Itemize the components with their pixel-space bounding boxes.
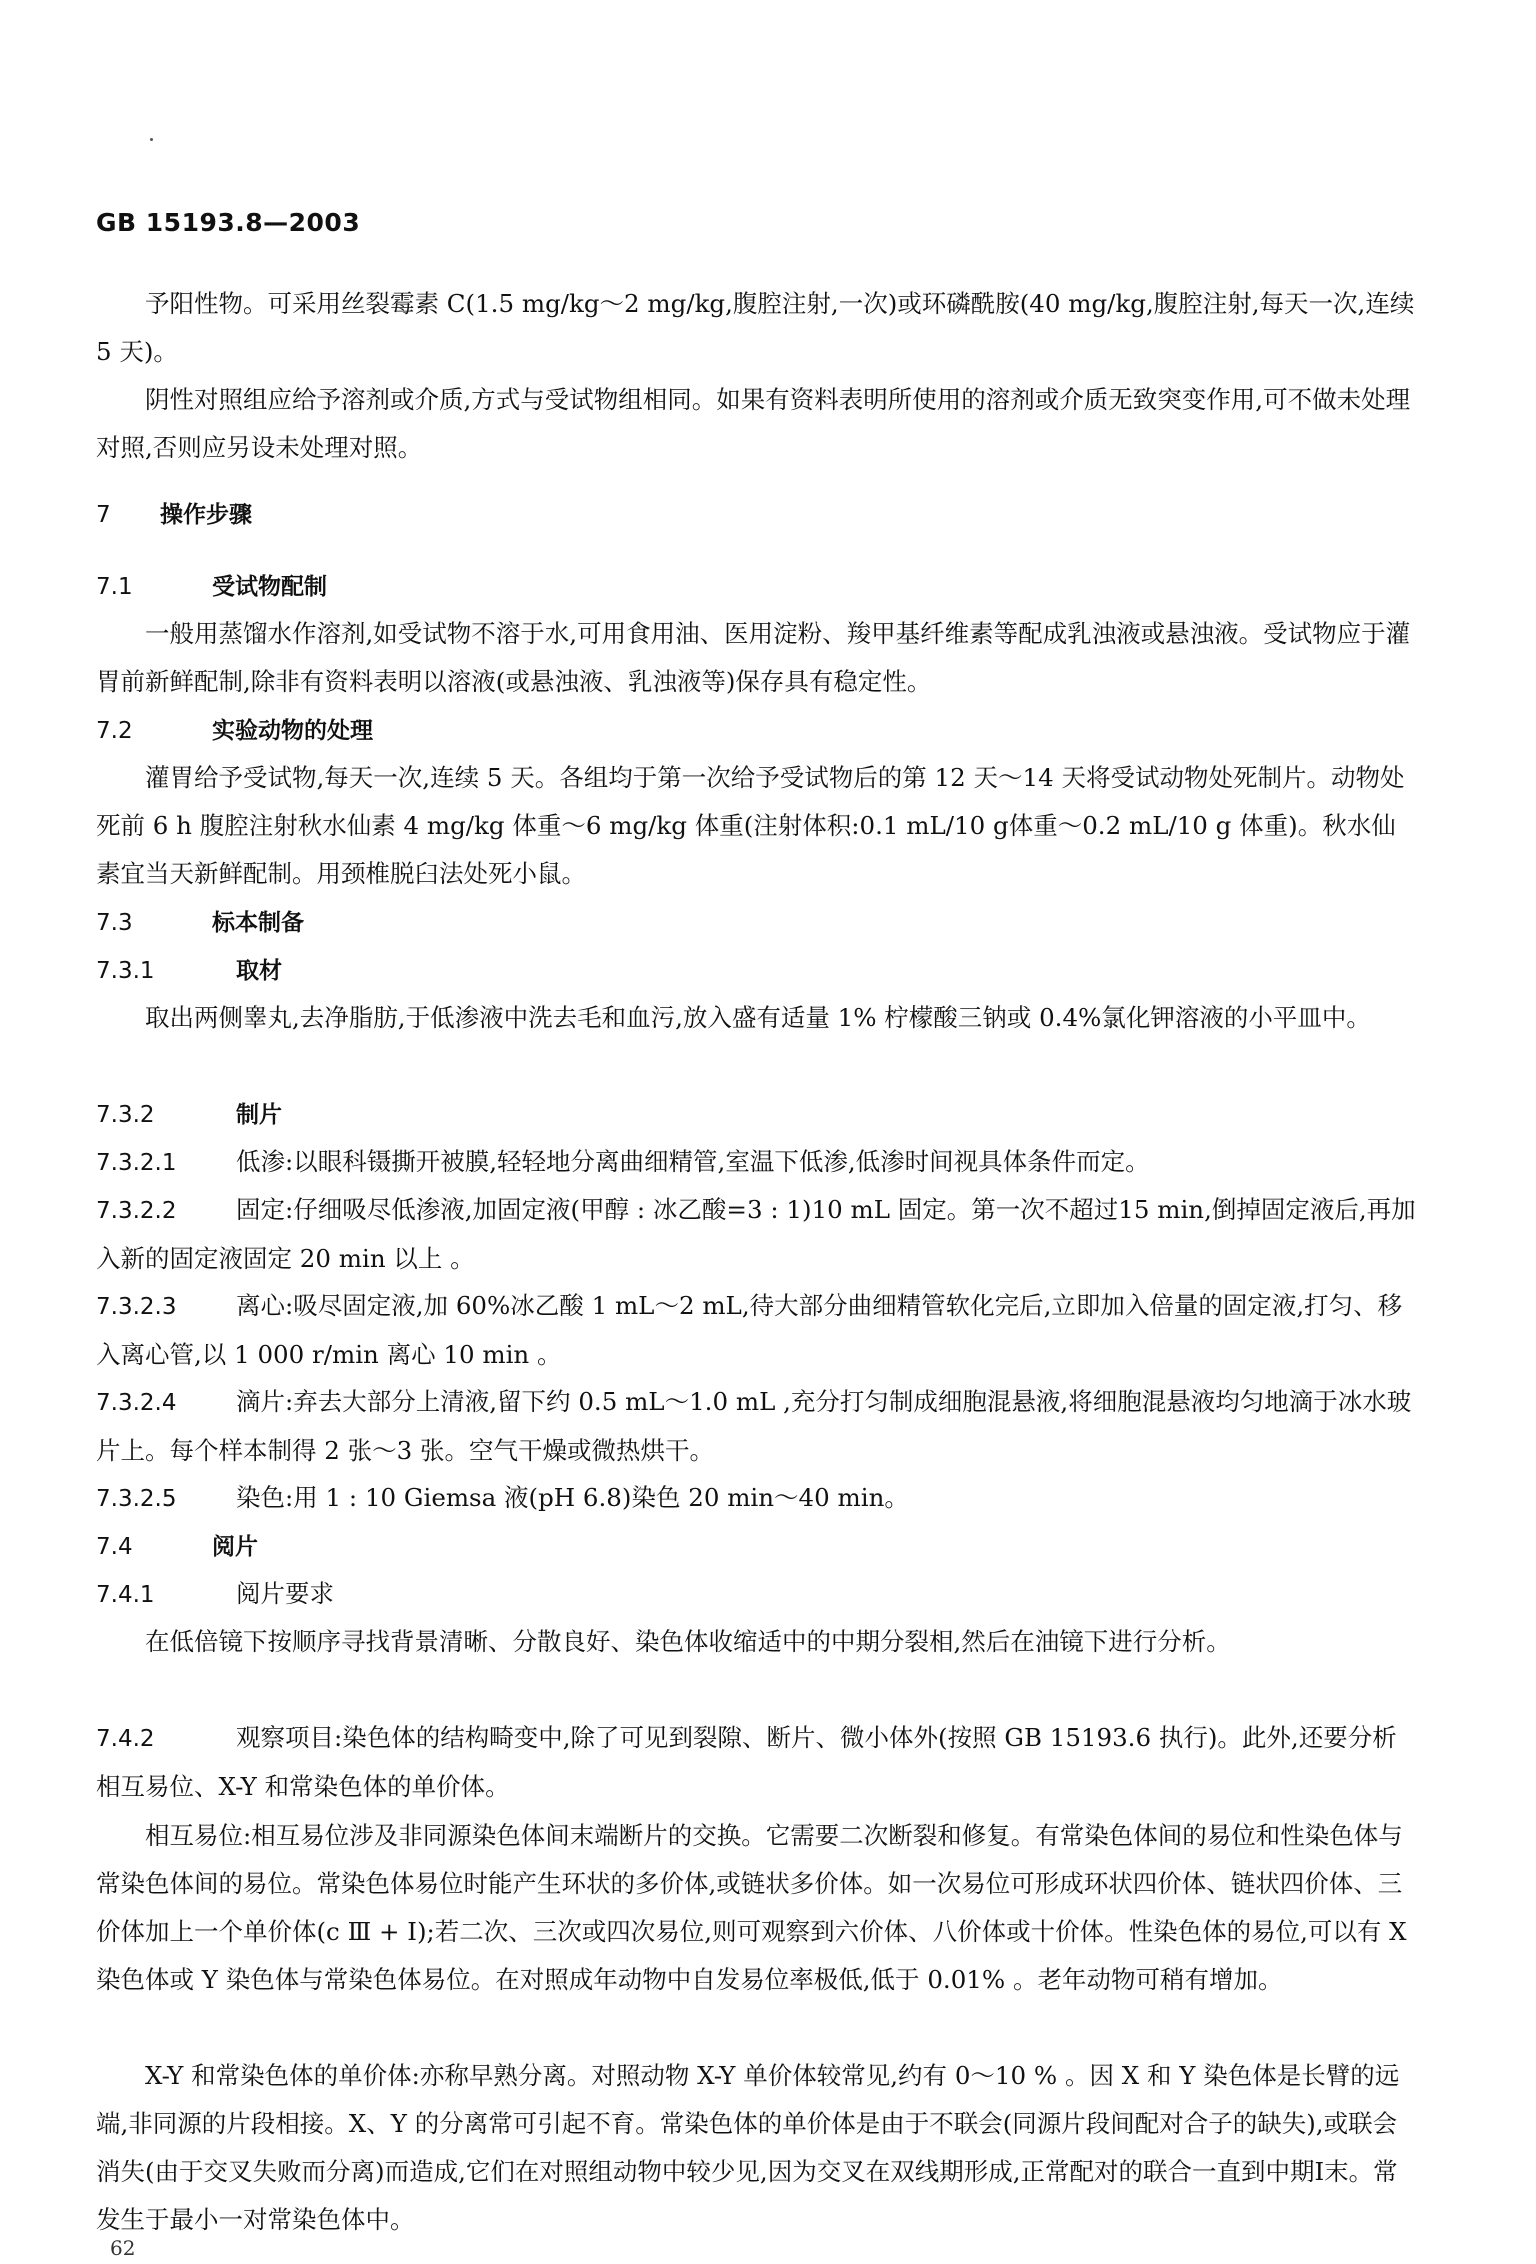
- section-7-3-2-1: [96, 1138, 1418, 1187]
- section-7-2-text: 灌胃给予受试物,每天一次,连续 5 天。各组均于第一次给予受试物后的第 12 天～14 天将受试动物处死制片。动物处死前 6 h 腹腔注射秋水仙素 4 mg/kg 体重～6 mg/kg 体重(注射体积:0.1 mL/10 g体重～0.2 mL/10 g 体重)。秋水仙素宜当天新鲜配制。用颈椎脱臼法处死小鼠。: [96, 763, 1405, 888]
- section-number: 7.3.1: [96, 958, 155, 984]
- section-7-2-heading: [96, 706, 1418, 755]
- section-title: 制片: [236, 1102, 282, 1128]
- section-number: 7.4.2: [96, 1726, 155, 1752]
- section-7-4-1-text: 在低倍镜下按顺序寻找背景清晰、分散良好、染色体收缩适中的中期分裂相,然后在油镜下进行分析。: [145, 1627, 1231, 1656]
- section-number: 7.3.2: [96, 1102, 155, 1128]
- section-number: 7.3.2.5: [96, 1486, 177, 1512]
- section-7-4-heading: [96, 1522, 1418, 1571]
- section-title: 实验动物的处理: [212, 718, 373, 744]
- section-7-3-1-text: 取出两侧睾丸,去净脂肪,于低渗液中洗去毛和血污,放入盛有适量 1% 柠檬酸三钠或 0.4%氯化钾溶液的小平皿中。: [145, 1003, 1371, 1032]
- section-title: 阅片要求: [236, 1579, 334, 1608]
- section-text: 固定:仔细吸尽低渗液,加固定液(甲醇 : 冰乙酸=3 : 1)10 mL 固定。第一次不超过15 min,倒掉固定液后,再加入新的固定液固定 20 min 以上 。: [96, 1195, 1416, 1273]
- section-number: 7.3: [96, 910, 133, 936]
- section-number: 7.3.2.1: [96, 1150, 177, 1176]
- section-7-1-text: 一般用蒸馏水作溶剂,如受试物不溶于水,可用食用油、医用淀粉、羧甲基纤维素等配成乳浊液或悬浊液。受试物应于灌胃前新鲜配制,除非有资料表明以溶液(或悬浊液、乳浊液等)保存具有稳定性。: [96, 619, 1411, 696]
- section-7-1-heading: [96, 562, 1418, 611]
- section-number: 7.4: [96, 1534, 133, 1560]
- section-title: 阅片: [212, 1534, 258, 1560]
- section-text: 滴片:弃去大部分上清液,留下约 0.5 mL～1.0 mL ,充分打匀制成细胞混悬液,将细胞混悬液均匀地滴于冰水玻片上。每个样本制得 2 张～3 张。空气干燥或微热烘干。: [96, 1387, 1412, 1465]
- section-7-4-2: [96, 1714, 1418, 1811]
- section-7-3-2-heading: [96, 1090, 1418, 1139]
- section-7-3-heading: [96, 898, 1418, 947]
- section-number: 7.3.2.4: [96, 1390, 177, 1416]
- paragraph-univalents: X-Y 和常染色体的单价体:亦称早熟分离。对照动物 X-Y 单价体较常见,约有 0～10 % 。因 X 和 Y 染色体是长臂的远端,非同源的片段相接。X、Y 的分离常可引起不育。常染色体的单价体是由于不联会(同源片段间配对合子的缺失),或联会消失(由于交叉失败而分离)而造成,它们在对照组动物中较少见,因为交叉在双线期形成,正常配对的联合一直到中期Ⅰ末。常发生于最小一对常染色体中。: [96, 2061, 1400, 2234]
- section-7-heading: [96, 490, 1418, 539]
- section-text: 观察项目:染色体的结构畸变中,除了可见到裂隙、断片、微小体外(按照 GB 15193.6 执行)。此外,还要分析相互易位、X-Y 和常染色体的单价体。: [96, 1723, 1397, 1801]
- section-7-3-1-heading: [96, 946, 1418, 995]
- section-text: 染色:用 1 : 10 Giemsa 液(pH 6.8)染色 20 min～40 min。: [236, 1483, 909, 1512]
- section-number: 7.3.2.2: [96, 1198, 177, 1224]
- paragraph-negative-control: 阴性对照组应给予溶剂或介质,方式与受试物组相同。如果有资料表明所使用的溶剂或介质无致突变作用,可不做未处理对照,否则应另设未处理对照。: [96, 385, 1411, 462]
- section-7-3-2-5: [96, 1474, 1418, 1523]
- section-number: 7.1: [96, 574, 133, 600]
- standard-code: GB 15193.8—2003: [96, 208, 361, 237]
- paragraph-positive-control: 予阳性物。可采用丝裂霉素 C(1.5 mg/kg～2 mg/kg,腹腔注射,一次)或环磷酰胺(40 mg/kg,腹腔注射,每天一次,连续 5 天)。: [96, 289, 1415, 366]
- section-text: 低渗:以眼科镊撕开被膜,轻轻地分离曲细精管,室温下低渗,低渗时间视具体条件而定。: [236, 1147, 1150, 1176]
- section-number: 7.3.2.3: [96, 1294, 177, 1320]
- section-7-3-2-3: [96, 1282, 1418, 1379]
- section-title: 标本制备: [212, 910, 304, 936]
- paragraph-reciprocal-translocation: 相互易位:相互易位涉及非同源染色体间末端断片的交换。它需要二次断裂和修复。有常染色体间的易位和性染色体与常染色体间的易位。常染色体易位时能产生环状的多价体,或链状多价体。如一次易位可形成环状四价体、链状四价体、三价体加上一个单价体(c Ⅲ + Ⅰ);若二次、三次或四次易位,则可观察到六价体、八价体或十价体。性染色体的易位,可以有 X 染色体或 Y 染色体与常染色体易位。在对照成年动物中自发易位率极低,低于 0.01% 。老年动物可稍有增加。: [96, 1821, 1407, 1994]
- section-title: 操作步骤: [160, 502, 252, 528]
- scan-speck: [150, 138, 153, 141]
- section-text: 离心:吸尽固定液,加 60%冰乙酸 1 mL～2 mL,待大部分曲细精管软化完后,立即加入倍量的固定液,打匀、移入离心管,以 1 000 r/min 离心 10 min 。: [96, 1291, 1403, 1369]
- section-title: 取材: [236, 958, 282, 984]
- page-number: 62: [110, 2236, 136, 2260]
- section-number: 7.4.1: [96, 1582, 155, 1608]
- section-number: 7: [96, 502, 111, 528]
- section-number: 7.2: [96, 718, 133, 744]
- section-7-4-1-heading: [96, 1570, 1418, 1619]
- section-title: 受试物配制: [212, 574, 327, 600]
- section-7-3-2-4: [96, 1378, 1418, 1475]
- section-7-3-2-2: [96, 1186, 1418, 1283]
